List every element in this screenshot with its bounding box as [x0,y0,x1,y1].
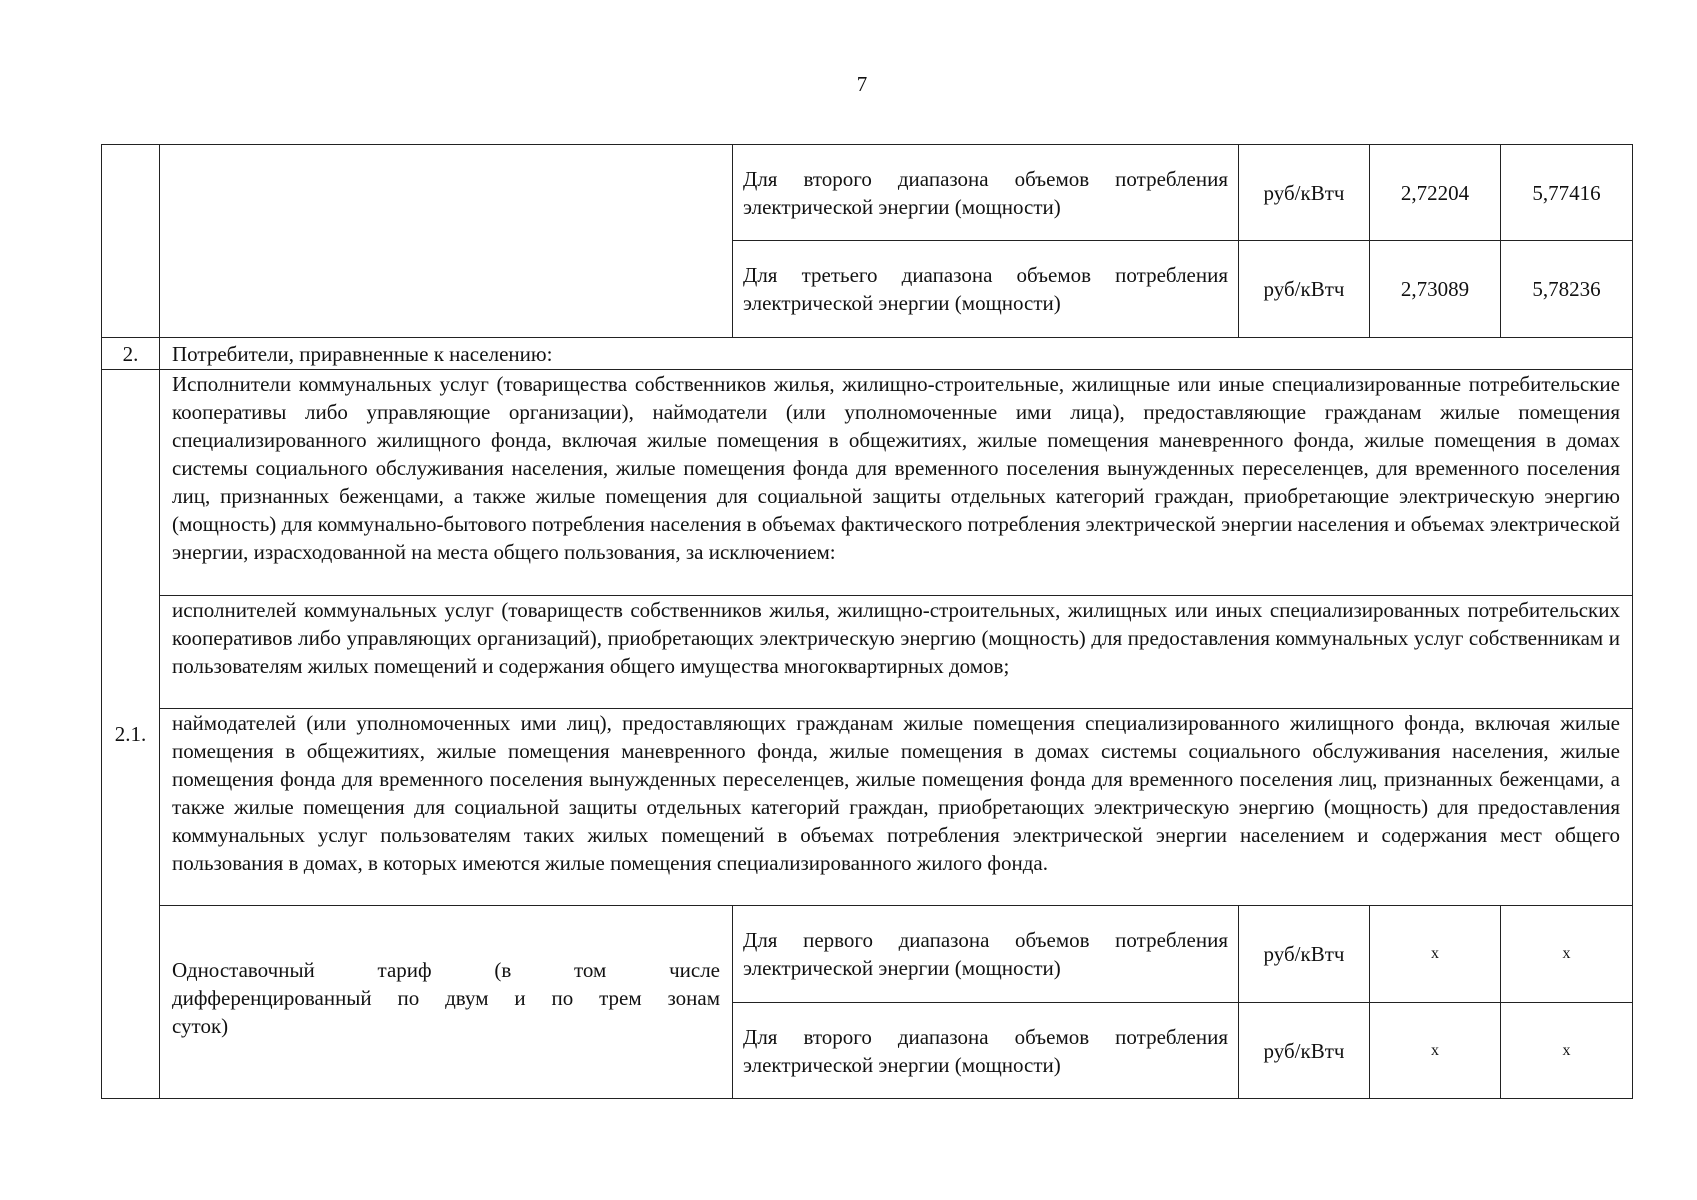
section-number: 2. [102,338,160,370]
range-description: Для второго диапазона объемов потребления электрической энергии (мощности) [733,1003,1239,1099]
paragraph: наймодателей (или уполномоченных ими лиц), предоставляющих гражданам жилые помещения специализированного жилищного фонда, включая жилые помещения в общежитиях, жилые помещения маневренного фонда, жилые помещения в домах системы социального обслуживания населения, жилые помещения фонда для временного поселения вынужденных переселенцев, жилые помещения фонда для временного поселения лиц, признанных беженцами, а также жилые помещения для социальной защиты отдельных категорий граждан, приобретающих электрическую энергию (мощность) для предоставления коммунальных услуг пользователям таких жилых помещений в объемах потребления электрической энергии населением и содержания мест общего пользования в домах, в которых имеются жилые помещения специализированного жилого фонда. [160,709,1633,906]
unit-cell: руб/кВтч [1239,906,1370,1003]
table-row [102,596,1633,709]
tariff-label-line: Одноставочный тариф (в том числе [172,958,720,982]
table-row [102,370,1633,596]
tariff-label [160,906,733,1099]
range-description: Для второго диапазона объемов потребления электрической энергии (мощности) [733,145,1239,241]
table-row [102,145,1633,241]
empty-number-cell [102,145,160,338]
tariff-label-line: суток) [172,1014,229,1038]
value-cell: 5,78236 [1501,241,1633,338]
section-number: 2.1. [102,370,160,1099]
paragraph: исполнителей коммунальных услуг (товариществ собственников жилья, жилищно-строительных, жилищных или иных специализированных потребительских кооперативов либо управляющих организаций), приобретающих электрическую энергию (мощность) для предоставления коммунальных услуг собственникам и пользователям жилых помещений и содержания общего имущества многоквартирных домов; [160,596,1633,709]
paragraph: Исполнители коммунальных услуг (товарищества собственников жилья, жилищно-строительные, жилищные или иные специализированные потребительские кооперативы либо управляющие организации), наймодатели (или уполномоченные ими лица), предоставляющие гражданам жилые помещения специализированного жилищного фонда, включая жилые помещения в общежитиях, жилые помещения маневренного фонда, жилые помещения в домах системы социального обслуживания населения, жилые помещения фонда для временного поселения вынужденных переселенцев, для временного поселения лиц, признанных беженцами, а также жилые помещения для социальной защиты отдельных категорий граждан, приобретающие электрическую энергию (мощность) для коммунально-бытового потребления населения в объемах фактического потребления электрической энергии населения и объемах электрической энергии, израсходованной на места общего пользования, за исключением: [160,370,1633,596]
section-title: Потребители, приравненные к населению: [160,338,1633,370]
unit-cell: руб/кВтч [1239,1003,1370,1099]
table-row [102,338,1633,370]
table-row [102,906,1633,1003]
unit-cell: руб/кВтч [1239,241,1370,338]
value-cell: х [1501,906,1633,1003]
empty-label-cell [160,145,733,338]
table-row [102,709,1633,906]
unit-cell: руб/кВтч [1239,145,1370,241]
value-cell: 2,72204 [1370,145,1501,241]
range-description: Для первого диапазона объемов потребления электрической энергии (мощности) [733,906,1239,1003]
tariff-label-line: дифференцированный по двум и по трем зонам [172,986,720,1010]
value-cell: х [1370,906,1501,1003]
range-description: Для третьего диапазона объемов потребления электрической энергии (мощности) [733,241,1239,338]
value-cell: х [1370,1003,1501,1099]
page-number: 7 [856,72,868,96]
value-cell: 2,73089 [1370,241,1501,338]
value-cell: х [1501,1003,1633,1099]
value-cell: 5,77416 [1501,145,1633,241]
tariff-table [101,144,1633,1099]
